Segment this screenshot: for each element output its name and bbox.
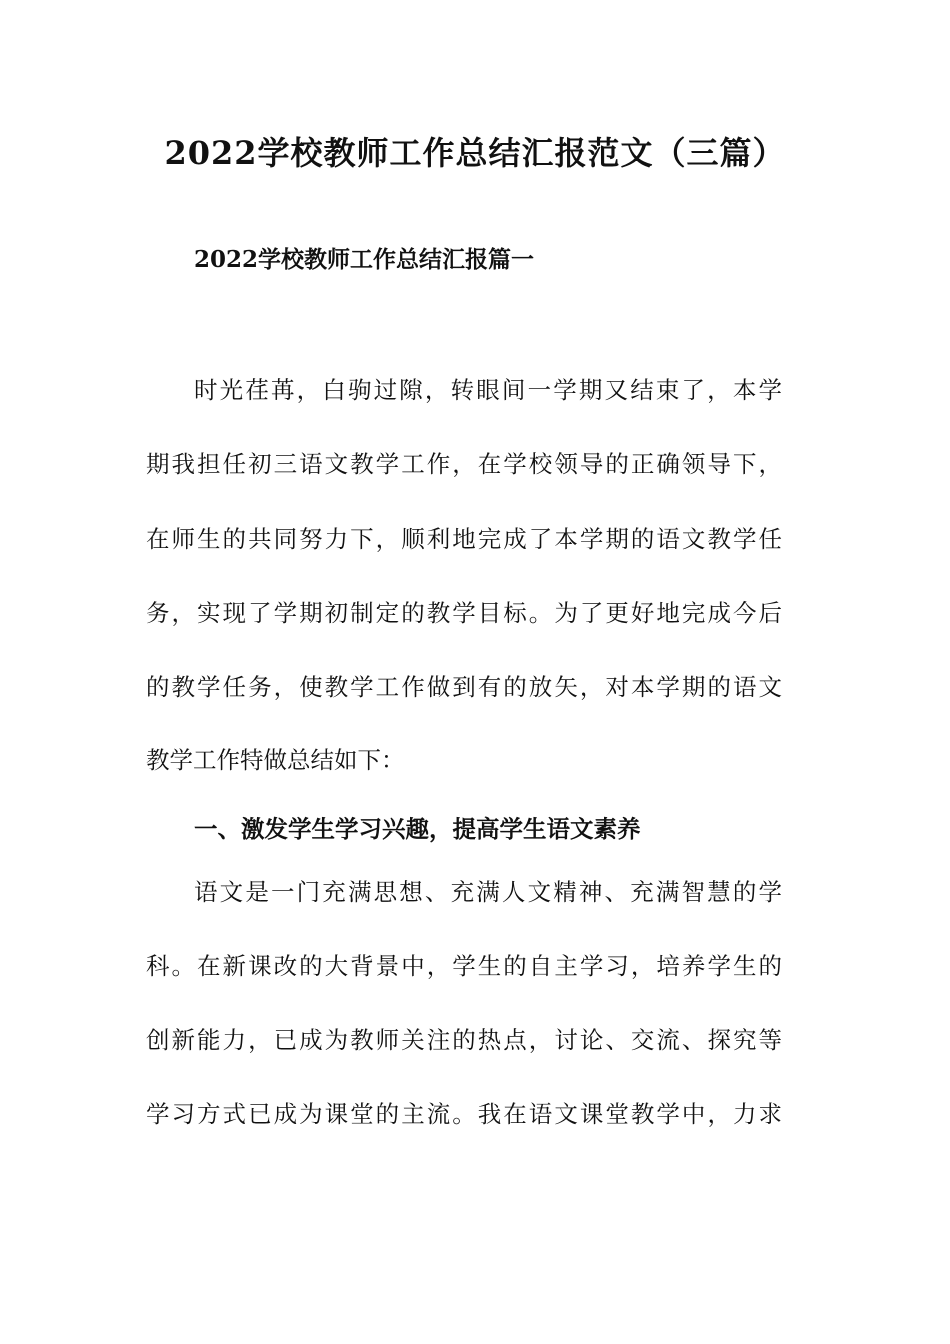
paragraph-2-line-2: 科。在新课改的大背景中，学生的自主学习，培养学生的 — [146, 952, 782, 980]
paragraph-1-line-5: 的教学任务，使教学工作做到有的放矢，对本学期的语文 — [146, 673, 782, 701]
section-title: 2022学校教师工作总结汇报篇一 — [194, 246, 535, 273]
subheading-1: 一、激发学生学习兴趣，提高学生语文素养 — [194, 815, 641, 843]
paragraph-1-line-4: 务，实现了学期初制定的教学目标。为了更好地完成今后 — [146, 599, 782, 627]
paragraph-1-line-6: 教学工作特做总结如下： — [146, 746, 405, 774]
paragraph-2-line-3: 创新能力，已成为教师关注的热点，讨论、交流、探究等 — [146, 1026, 782, 1054]
document-title: 2022学校教师工作总结汇报范文（三篇） — [164, 134, 786, 172]
paragraph-2-line-1: 语文是一门充满思想、充满人文精神、充满智慧的学 — [194, 878, 782, 906]
paragraph-1-line-2: 期我担任初三语文教学工作，在学校领导的正确领导下， — [146, 450, 782, 478]
paragraph-2-line-4: 学习方式已成为课堂的主流。我在语文课堂教学中，力求 — [146, 1100, 782, 1128]
paragraph-1-line-1: 时光荏苒，白驹过隙，转眼间一学期又结束了，本学 — [194, 376, 782, 404]
paragraph-1-line-3: 在师生的共同努力下，顺利地完成了本学期的语文教学任 — [146, 525, 782, 553]
